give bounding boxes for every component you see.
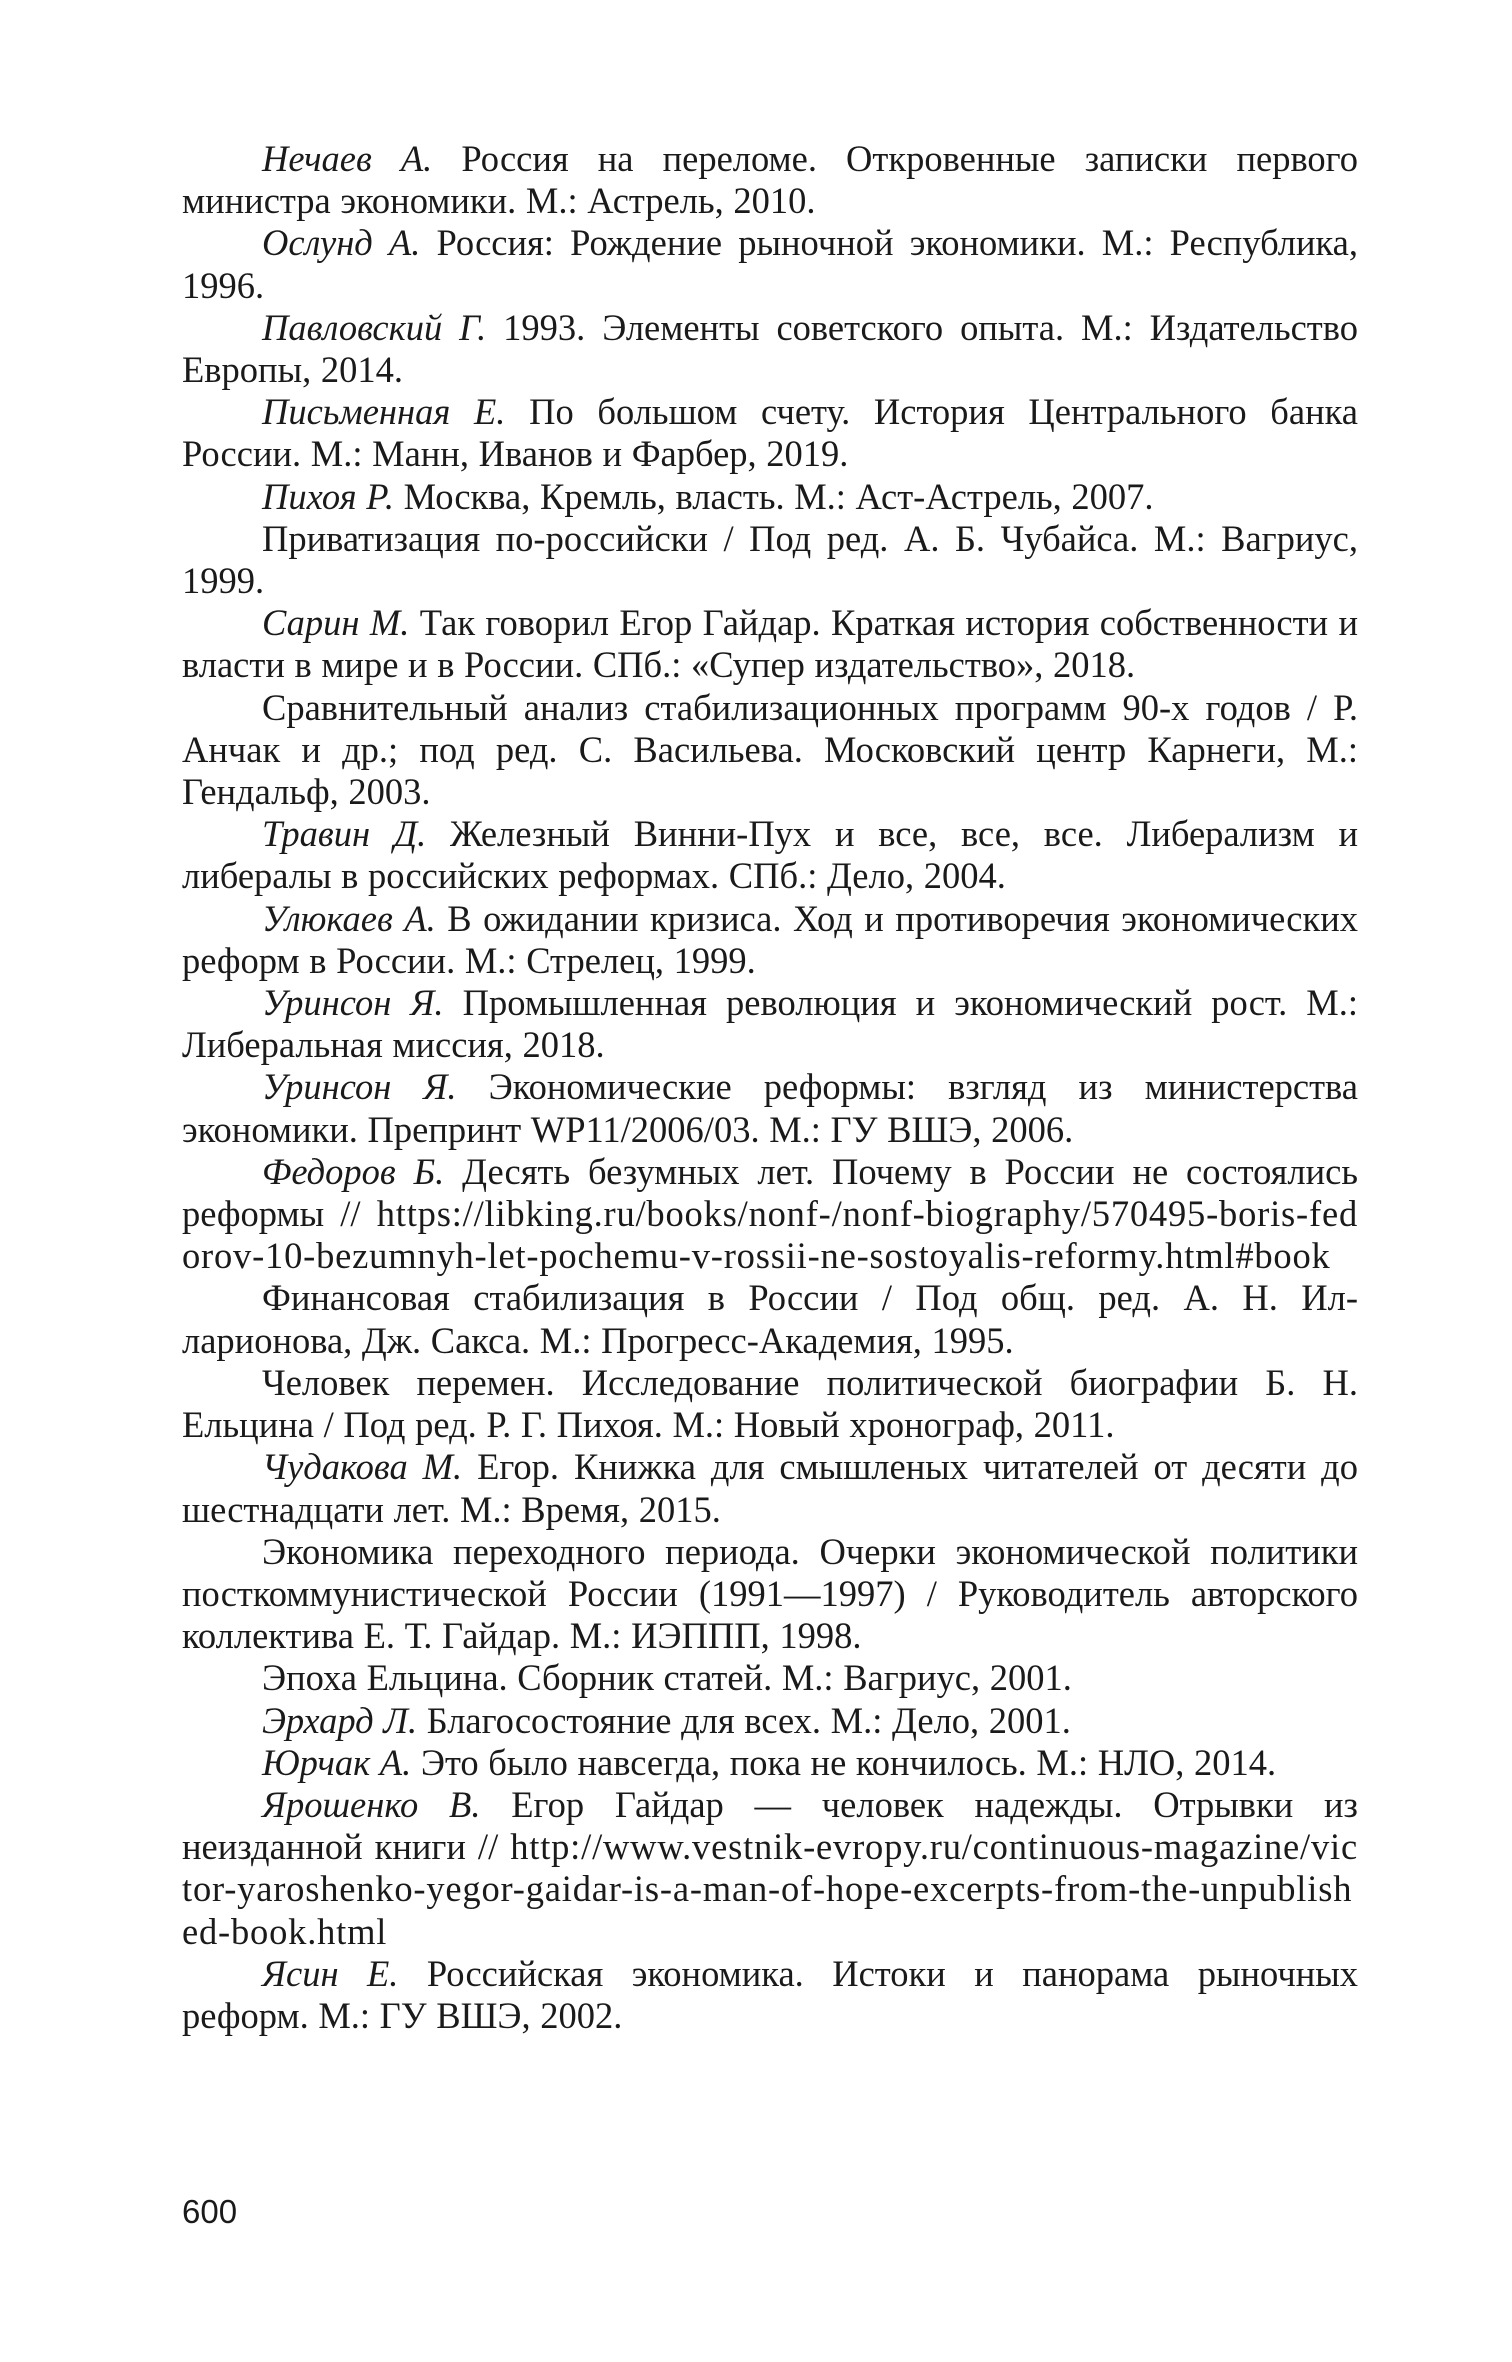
entry-text: Благосостояние для всех. М.: Дело, 2001. [417,1699,1071,1741]
entry-author: Павловский Г. [262,306,487,348]
page-number: 600 [182,2193,238,2230]
entry-text: Финансовая стабилизация в России / Под общ. ред. А. Н. Илларионова, Дж. Сакса. М.: Прогресс-Академия, 1995. [182,1277,1358,1361]
entry-text: Экономика переходного периода. Очерки экономической политики посткоммунистической России (1991—1997) / Руководитель авторского коллектива Е. Т. Гайдар. М.: ИЭППП, 1998. [182,1530,1358,1657]
bibliography-entry [182,1953,1358,2037]
entry-text: В ожидании кризиса. Ход и противоречия экономических реформ в России. М.: Стрелец, 1999. [182,897,1358,981]
entry-author: Нечаев А. [262,138,433,179]
entry-text: Это было навсегда, пока не кончилось. М.: НЛО, 2014. [411,1741,1277,1783]
bibliography-entry [182,307,1358,391]
entry-author: Ярошенко В. [262,1783,481,1825]
entry-text: Десять безумных лет. Почему в России не состоялись реформы // [182,1150,1359,1235]
entry-text: Железный Винни-Пух и все, все, все. Либерализм и либералы в российских реформах. СПб.: Дело, 2004. [182,813,1358,897]
entry-text: Москва, Кремль, власть. М.: Аст-Астрель, 2007. [394,475,1154,517]
entry-text: Россия на переломе. Откровенные записки первого министра экономики. М.: Астрель, 2010. [182,138,1358,222]
entry-author: Пихоя Р. [262,475,395,517]
bibliography-list [182,138,1358,2037]
bibliography-entry [182,1362,1358,1446]
bibliography-entry [182,813,1358,897]
entry-text: Экономические реформы: взгляд из министерства экономики. Препринт WP11/2006/03. М.: ГУ ВШЭ, 2006. [182,1066,1358,1150]
entry-author: Юрчак А. [262,1741,412,1783]
entry-text: Егор. Книжка для смышленых читателей от десяти до шестнадцати лет. М.: Время, 2015. [182,1446,1358,1530]
entry-text: Человек перемен. Исследование политической биографии Б. Н. Ельцина / Под ред. Р. Г. Пихоя. М.: Новый хронограф, 2011. [182,1361,1358,1446]
entry-text: Россия: Рождение рыночной экономики. М.: Республика, 1996. [182,222,1358,306]
entry-author: Чудакова М. [262,1446,463,1488]
entry-text: Приватизация по-российски / Под ред. А. Б. Чубайса. М.: Вагриус, 1999. [182,517,1358,602]
bibliography-entry [182,1700,1358,1742]
entry-text: Эпоха Ельцина. Сборник статей. М.: Вагриус, 2001. [262,1657,1072,1699]
entry-author: Сарин М. [262,602,410,644]
entry-author: Эрхард Л. [262,1699,418,1741]
bibliography-entry [182,1446,1358,1530]
entry-author: Ослунд А. [262,222,421,264]
entry-text: Сравнительный анализ стабилизационных программ 90-х годов / Р. Анчак и др.; под ред. С. Васильева. Московский центр Карнеги, М.: Гендальф, 2003. [182,686,1358,813]
entry-text: Российская экономика. Истоки и панорама рыночных реформ. М.: ГУ ВШЭ, 2002. [182,1952,1359,2036]
entry-author: Федоров Б. [262,1150,445,1192]
entry-url-link[interactable]: http://www.vestnik-evropy.ru/continuous-magazine/victor-yaroshenko-yegor-gaidar-is-a-man-of-hope-excerpts-from-the-unpublished-book.html [182,1826,1358,1952]
bibliography-entry [182,898,1358,982]
bibliography-entry [182,687,1358,814]
bibliography-entry [182,476,1358,518]
entry-text: Промышленная революция и экономический рост. М.: Либеральная миссия, 2018. [182,982,1359,1066]
bibliography-entry [182,1066,1358,1150]
bibliography-entry [182,1784,1358,1953]
entry-author: Уринсон Я. [262,982,444,1024]
entry-text: Так говорил Егор Гайдар. Краткая история собственности и власти в мире и в России. СПб.: «Супер издательство», 2018. [182,602,1358,686]
entry-author: Травин Д. [262,813,427,855]
bibliography-entry [182,391,1358,475]
entry-author: Улюкаев А. [262,897,436,939]
bibliography-entry [182,982,1358,1066]
bibliography-entry [182,518,1358,602]
bibliography-entry [182,602,1358,686]
entry-url-link[interactable]: https://libking.ru/books/nonf-/nonf-biography/570495-boris-fedorov-10-bezumnyh-let-pochemu-v-rossii-ne-sostoyalis-reformy.html#book [182,1193,1358,1277]
entry-text: Егор Гайдар — человек надежды. Отрывки из неизданной книги // [182,1783,1358,1868]
bibliography-entry [182,222,1358,306]
bibliography-entry [182,1531,1358,1658]
entry-text: По большом счету. История Центрального банка России. М.: Манн, Иванов и Фарбер, 2019. [182,391,1358,475]
bibliography-entry [182,1742,1358,1784]
entry-author: Ясин Е. [262,1952,399,1994]
entry-author: Письменная Е. [262,391,506,433]
entry-text: 1993. Элементы советского опыта. М.: Издательство Европы, 2014. [182,306,1358,391]
bibliography-entry [182,1277,1358,1361]
bibliography-entry [182,1657,1358,1699]
bibliography-entry [182,1151,1358,1278]
bibliography-entry [182,138,1358,222]
entry-author: Уринсон Я. [262,1066,457,1108]
